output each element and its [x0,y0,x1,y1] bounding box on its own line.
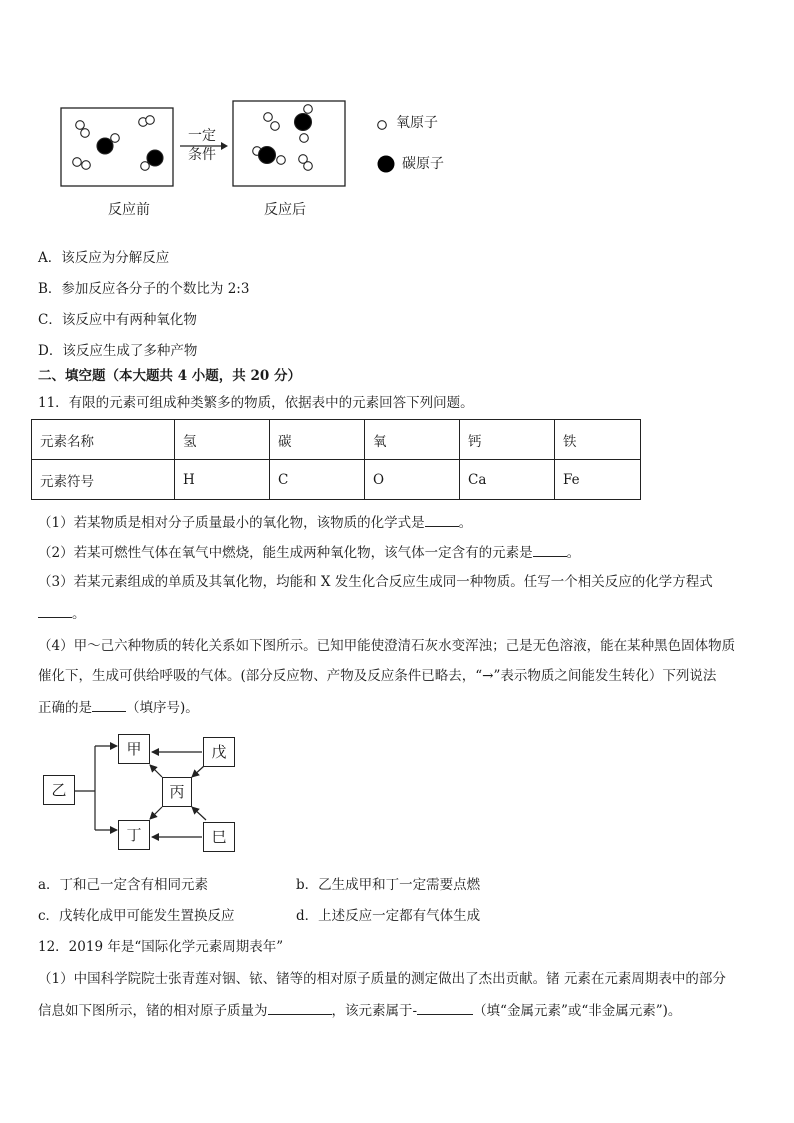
q11-part1 [38,512,472,532]
table-cell: 氧 [365,420,460,460]
answer-blank[interactable] [92,697,126,712]
q11-part4-text: 正确的是 [38,700,92,716]
q11-part3-line2 [38,603,86,623]
after-molecules [253,105,313,171]
caption-after: 反应后 [264,202,306,218]
answer-blank[interactable] [268,1000,332,1015]
table-cell: Ca [460,460,555,500]
table-cell: O [365,460,460,500]
option-b: B．参加反应各分子的个数比为 2:3 [38,281,250,297]
q11-part2-end: 。 [566,545,581,561]
answer-blank[interactable] [425,512,459,527]
q11-part4-line3 [38,697,199,717]
table-cell: 氢 [175,420,270,460]
q12-part1-line1: （1）中国科学院院士张青莲对铟、铱、锗等的相对原子质量的测定做出了杰出贡献。锗 元素在元素周期表中的部分 [38,971,726,987]
reaction-figure [55,95,475,195]
before-box [61,108,173,186]
q12-text-b: ，该元素属于- [331,1003,418,1019]
option-a: A．该反应为分解反应 [38,250,170,266]
node-wu: 戊 [203,737,235,767]
section-title: 二、填空题（本大题共 4 小题，共 20 分） [38,368,301,384]
answer-blank[interactable] [417,1000,473,1015]
answer-blank[interactable] [38,603,72,618]
choice-b: b．乙生成甲和丁一定需要点燃 [296,877,481,893]
table-cell: Fe [555,460,641,500]
node-jia: 甲 [118,734,150,764]
option-d: D．该反应生成了多种产物 [38,343,198,359]
q12-text-a: 信息如下图所示，锗的相对原子质量为 [38,1003,268,1019]
oxygen-legend-icon [378,121,387,130]
arrow-label-bottom: 条件 [188,147,216,163]
table-cell: 铁 [555,420,641,460]
choice-c: c．戊转化成甲可能发生置换反应 [38,908,235,924]
node-ji: 巳 [203,822,235,852]
q11-part1-text: （1）若某物质是相对分子质量最小的氧化物，该物质的化学式是 [38,515,425,531]
q11-part3-end: 。 [72,606,86,622]
q11-part4-end: （填序号)。 [126,700,199,716]
q11-part4-line2: 催化下，生成可供给呼吸的气体。(部分反应物、产物及反应条件已略去，“→”表示物质之间能发生转化）下列说法 [38,668,717,684]
q11-part3: （3）若某元素组成的单质及其氧化物，均能和 X 发生化合反应生成同一种物质。任写一个相关反应的化学方程式 [38,574,713,590]
table-row [32,460,641,500]
table-cell: 元素符号 [32,460,175,500]
q11-stem: 11．有限的元素可组成种类繁多的物质，依据表中的元素回答下列问题。 [38,395,474,411]
legend-carbon-label: 碳原子 [402,156,444,172]
table-cell: 碳 [270,420,365,460]
q12-text-c: （填“金属元素”或“非金属元素”)。 [473,1003,682,1019]
table-cell: 元素名称 [32,420,175,460]
table-cell: 钙 [460,420,555,460]
after-box [233,101,345,186]
q11-part4-line1: （4）甲～己六种物质的转化关系如下图所示。已知甲能使澄清石灰水变浑浊；己是无色溶液，能在某种黑色固体物质 [38,638,736,654]
arrow-label-top: 一定 [188,128,216,144]
option-c: C．该反应中有两种氧化物 [38,312,197,328]
node-ding: 丁 [118,820,150,850]
element-table [31,419,641,500]
node-yi: 乙 [43,775,75,805]
q11-part2 [38,542,580,562]
q11-part2-text: （2）若某可燃性气体在氧气中燃烧，能生成两种氧化物，该气体一定含有的元素是 [38,545,533,561]
table-row [32,420,641,460]
table-cell: C [270,460,365,500]
before-molecules [73,116,163,171]
caption-before: 反应前 [108,202,150,218]
node-bing: 丙 [162,777,192,807]
choice-d: d．上述反应一定都有气体生成 [296,908,481,924]
carbon-legend-icon [378,156,395,173]
q12-part1-line2 [38,1000,681,1020]
table-cell: H [175,460,270,500]
legend-oxygen-label: 氧原子 [396,115,438,131]
answer-blank[interactable] [533,542,567,557]
q11-part1-end: 。 [458,515,473,531]
q12-stem: 12．2019 年是“国际化学元素周期表年” [38,939,284,955]
choice-a: a．丁和己一定含有相同元素 [38,877,209,893]
